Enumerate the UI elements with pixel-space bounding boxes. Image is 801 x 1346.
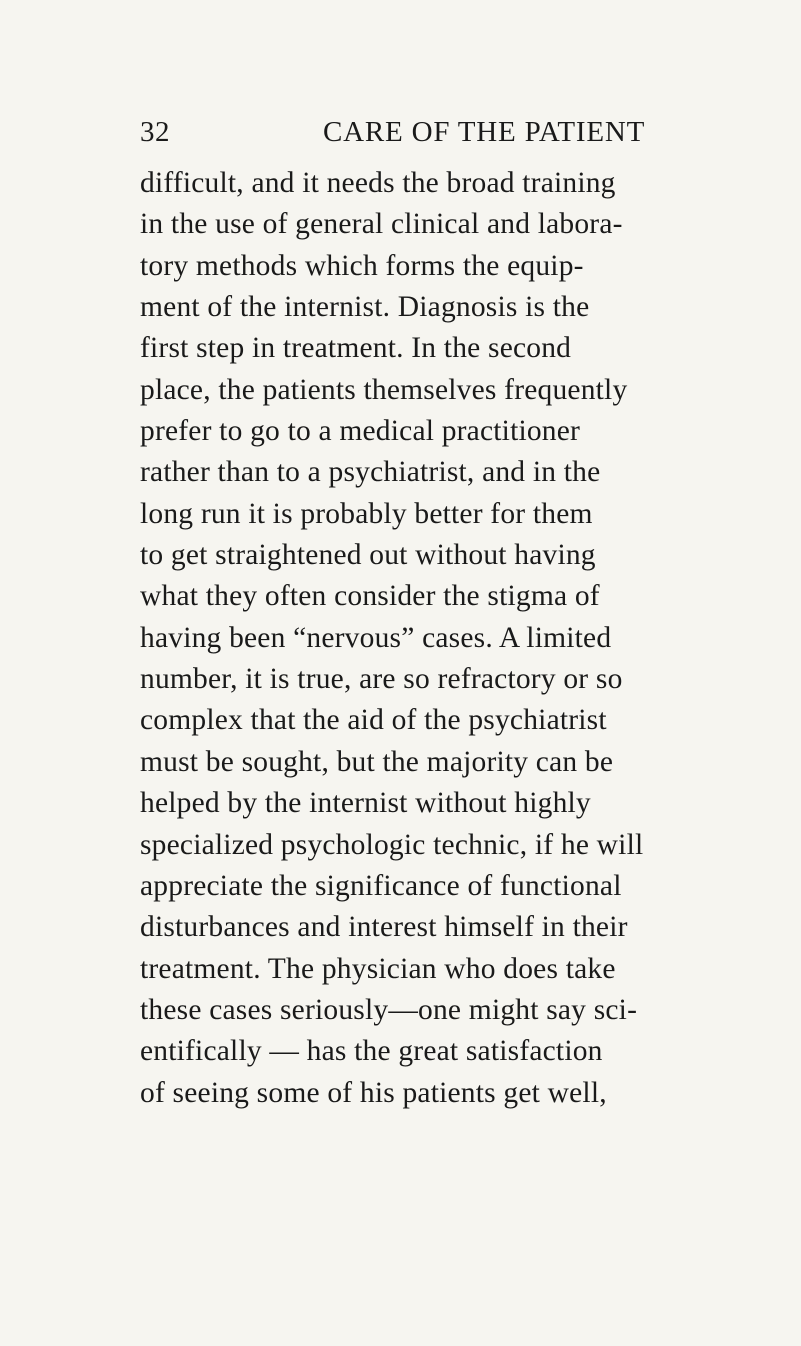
- text-line: specialized psychologic technic, if he will: [140, 828, 644, 861]
- text-line: rather than to a psychiatrist, and in the: [140, 456, 601, 489]
- text-line: having been “nervous” cases. A limited: [140, 621, 612, 654]
- text-line: prefer to go to a medical practitioner: [140, 415, 581, 448]
- text-line: complex that the aid of the psychiatrist: [140, 704, 607, 737]
- text-line: ment of the internist. Diagnosis is the: [140, 291, 590, 324]
- text-line: treatment. The physician who does take: [140, 952, 616, 985]
- running-title: CARE OF THE PATIENT: [323, 116, 646, 148]
- text-line: place, the patients themselves frequently: [140, 373, 628, 406]
- text-line: of seeing some of his patients get well,: [140, 1076, 607, 1109]
- text-line: entifically — has the great satisfaction: [140, 1035, 603, 1068]
- page-number: 32: [140, 116, 170, 148]
- text-line: in the use of general clinical and labora-: [140, 208, 623, 241]
- text-line: what they often consider the stigma of: [140, 580, 600, 613]
- running-head: [0, 112, 801, 152]
- text-line: to get straightened out without having: [140, 539, 596, 572]
- text-line: appreciate the significance of functional: [140, 869, 622, 902]
- text-line: first step in treatment. In the second: [140, 332, 572, 365]
- text-line: must be sought, but the majority can be: [140, 745, 614, 778]
- text-line: disturbances and interest himself in their: [140, 911, 628, 944]
- text-line: tory methods which forms the equip-: [140, 249, 584, 282]
- text-line: number, it is true, are so refractory or so: [140, 663, 623, 696]
- text-line: difficult, and it needs the broad training: [140, 167, 616, 199]
- text-line: helped by the internist without highly: [140, 787, 591, 820]
- body-text: [140, 163, 800, 1114]
- text-line: long run it is probably better for them: [140, 497, 593, 530]
- text-line: these cases seriously—one might say sci-: [140, 993, 638, 1026]
